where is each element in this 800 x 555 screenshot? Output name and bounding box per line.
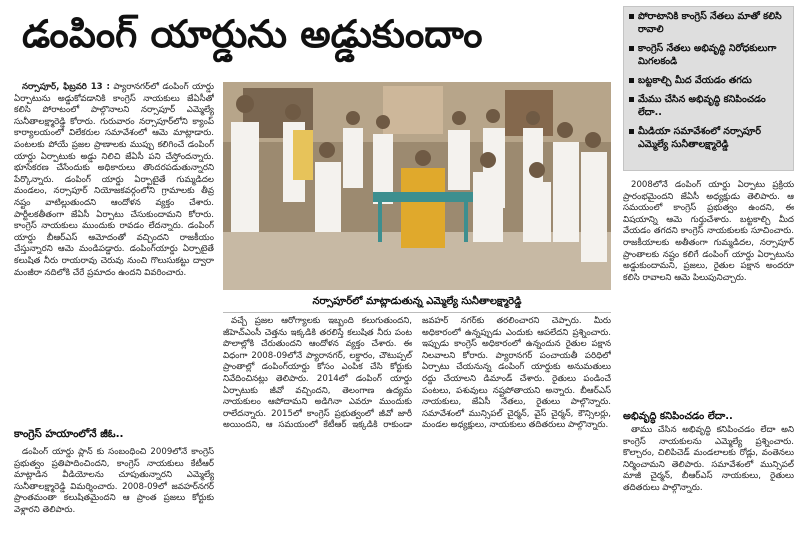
- article-body: వచ్చే ప్రజల ఆరోగ్యాలకు ఇబ్బంది కలుగుతుందని, జీహెచ్ఎంసీ చెత్తను ఇక్కడికి తరలిస్తే కలుషిత నీరు పంట పొలాల్లోకి చేరుతుందని ఆందోళన వ్యక్తం చేశారు. ఈ విధంగా 2008-09లోనే ప్యారానగర్, లక్డారం, చౌటుప్పల్ ప్రాంతాల్లో డంపింగ్‌యార్డు కోసం ఎంపిక చేసి కోర్టుకు నివేదించినట్లు తెలిపారు. 2014లో డంపింగ్ యార్డు ఏర్పాటుకు జీవో వచ్చిందని, తెలంగాణ ఉద్యమ నాయకులం ఆపోదామని అడిగినా ఎవరూ ముందుకు రాలేదన్నారు. 2015లో కాంగ్రెస్ ప్రభుత్వంలో జీవో జారీ అయిందని, ఆ సమయంలో కేటీఆర్ ఇక్కడికి రాకుండా జవహర్ నగర్‌కు తరలించారని చెప్పారు. మీరు అధికారంలో ఉన్నప్పుడు ఎందుకు ఆపలేదని ప్రశ్నించారు. ఇప్పుడు కాంగ్రెస్ అధికారంలో ఉన్నందున రైతుల పక్షాన నిలవాలని కోరారు. ప్యారానగర్ పంచాయతీ పరిధిలో ఏర్పాటు చేయనున్న డంపింగ్ యార్డుకు అనుమతులు రద్దు చేయాలని డిమాండ్ చేశారు. రైతులు పండించే పంటలు, పశువులు నష్టపోతాయని అన్నారు. బీఆర్ఎస్ నాయకులు, జేఏసీ నేతలు, రైతులు పాల్గొన్నారు. సమావేశంలో మున్సిపల్ చైర్మన్, వైస్ చైర్మన్, కౌన్సిలర్లు, మండల అధ్యక్షులు, నాయకులు తదితరులు పాల్గొన్నారు.: [223, 316, 611, 431]
- article-column-left: [14, 82, 214, 410]
- article-column-left-bottom: [14, 447, 214, 555]
- highlight-item: మేము చేసిన అభివృద్ధి కనిపించడం లేదా..: [628, 93, 789, 119]
- headline: డంపింగ్ యార్డును అడ్డుకుందాం: [22, 12, 483, 56]
- subheading: అభివృద్ధి కనిపించడం లేదా..: [623, 411, 733, 422]
- highlight-item: పోరాటానికి కాంగ్రెస్ నేతలు మాతో కలిసి రావాలి: [628, 10, 789, 36]
- article-body: తాము చేసిన అభివృద్ధి కనిపించడం లేదా అని కాంగ్రెస్ నాయకులను ఎమ్మెల్యే ప్రశ్నించారు. కొల్చారం, చిలిపిచెడ్ మండలాలకు రోడ్లు, వంతెనలు నిర్మించామని తెలిపారు. సమావేశంలో మున్సిపల్ మాజీ చైర్మన్, బీఆర్ఎస్ నాయకులు, రైతులు తదితరులు పాల్గొన్నారు.: [623, 425, 794, 493]
- subheading: కాంగ్రెస్ హయాంలోనే జీఓ..: [14, 428, 124, 440]
- dateline: నర్సాపూర్, ఫిబ్రవరి 13 :: [22, 82, 110, 92]
- article-body: 2008లోనే డంపింగ్ యార్డు ఏర్పాటు ప్రక్రియ ప్రారంభమైందని జేఏసీ అధ్యక్షుడు తెలిపారు. ఆ సమయంలో కాంగ్రెస్ ప్రభుత్వం ఉందని, ఈ విషయాన్ని ఆమె గుర్తుచేశారు. బట్టకాల్చి మీద వేయడం తగదని కాంగ్రెస్ నాయకులకు సూచించారు. రాజకీయాలకు అతీతంగా గుమ్మడిదల, నర్సాపూర్ ప్రాంతాలకు నష్టం కలిగే డంపింగ్ యార్డు ఏర్పాటును అడ్డుకుందామని, ప్రజలు, రైతుల పక్షాన అందరూ కలిసి రావాలని ఆమె పిలుపునిచ్చారు.: [623, 180, 794, 283]
- photo-caption: నర్సాపూర్‌లో మాట్లాడుతున్న ఎమ్మెల్యే సునీతాలక్ష్మారెడ్డి: [223, 292, 611, 313]
- press-meet-image: [223, 82, 611, 290]
- article-column-right-bottom: [623, 425, 794, 555]
- article-column-middle: [223, 316, 611, 555]
- article-body: ప్యారానగర్‌లో డంపింగ్ యార్డు ఏర్పాటును అడ్డుకోవడానికి కాంగ్రెస్ నాయకులు జేఏసీతో కలిసి పోరాటంలో పాల్గొనాలని నర్సాపూర్ ఎమ్మెల్యే సునీతాలక్ష్మారెడ్డి కోరారు. గురువారం నర్సాపూర్‌లోని క్యాంప్ కార్యాలయంలో విలేకరుల సమావేశంలో ఆమె మాట్లాడారు. పంటలకు పోయే ప్రజల ప్రాణాలకు ముప్పు కలిగించే డంపింగ్ యార్డు ఏర్పాటుకు అడ్డు నిలిచి జేఏసీ పని చేస్తోందన్నారు. భూసేకరణ చేసేందుకు అధికారులు తొందరపడుతున్నారని పేర్కొన్నారు. డంపింగ్ యార్డు ఏర్పాటైతే గుమ్మడిదల మండలం, నర్సాపూర్ నియోజకవర్గంలోని గ్రామాలకు తీవ్ర నష్టం వాటిల్లుతుందని ఆందోళన వ్యక్తం చేశారు. పార్టీలకతీతంగా జేఏసీ ఏర్పాటు చేసుకుందామని కోరారు. కాంగ్రెస్ నాయకులు ముందుకు రావడం లేదన్నారు. డంపింగ్ యార్డు బీఆర్ఎస్ ఆమోదంతో వచ్చిందని రాజకీయం చేస్తున్నారని ఆమె మండిపడ్డారు. డంపింగ్‌యార్డు ఏర్పాటైతే కలుషిత నీరు రాయరావు చెరువు నుంచి గొలుసుకట్టు ద్వారా మంజీరా నదిలోకి చేరే ప్రమాదం ఉందని వివరించారు.: [14, 82, 214, 278]
- highlight-item: కాంగ్రెస్ నేతలు అభివృద్ధి నిరోధకులుగా మిగలకండి: [628, 42, 789, 68]
- article-body: డంపింగ్ యార్డు ప్లాన్ కు సంబంధించి 2009లోనే కాంగ్రెస్ ప్రభుత్వం ప్రతిపాదించిందని, కాంగ్రెస్ నాయకులు కేటీఆర్ మాట్లాడిన వీడియోలను చూపుతున్నారని ఎమ్మెల్యే సునీతాలక్ష్మారెడ్డి విమర్శించారు. 2008-09లో జవహర్‌నగర్ ప్రాంతమంతా కలుషితమైందని ఆ ప్రాంత ప్రజలు కోర్టుకు వెళ్లారని తెలిపారు.: [14, 447, 214, 515]
- highlights-box: [623, 6, 794, 171]
- highlight-item: బట్టకాల్చి మీద వేయడం తగదు: [628, 74, 789, 87]
- press-photo: [223, 82, 611, 290]
- highlight-item: మీడియా సమావేశంలో నర్సాపూర్ ఎమ్మెల్యే సునీతాలక్ష్మారెడ్డి: [628, 125, 789, 151]
- article-column-right: [623, 180, 794, 407]
